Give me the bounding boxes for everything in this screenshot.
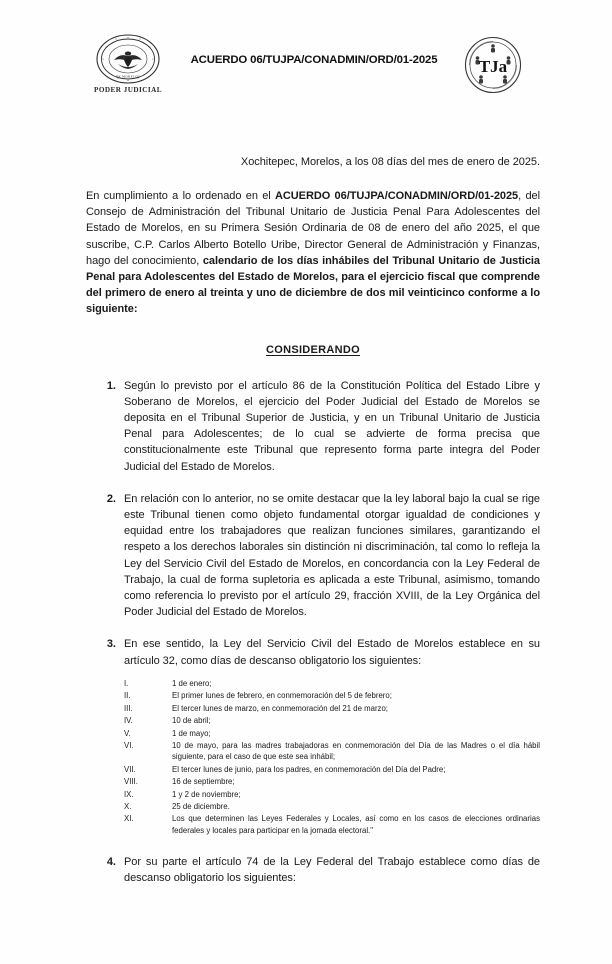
roman-item-text: 16 de septiembre; <box>172 777 235 787</box>
numbered-item-marker: 1. <box>106 379 116 392</box>
considerando-numbered-list <box>86 378 540 887</box>
numbered-item-marker: 2. <box>106 492 116 505</box>
roman-list-item <box>124 813 540 836</box>
svg-text:DE MORELOS: DE MORELOS <box>115 74 141 79</box>
svg-text:TJa: TJa <box>478 57 508 76</box>
numbered-item <box>86 854 540 886</box>
roman-item-text: El primer lunes de febrero, en conmemoración del 5 de febrero; <box>172 691 392 701</box>
roman-item-marker: IV. <box>124 716 133 726</box>
intro-paragraph <box>86 188 540 318</box>
roman-item-text: 1 y 2 de noviembre; <box>172 789 241 799</box>
document-body <box>86 118 540 901</box>
roman-item-marker: III. <box>124 703 133 713</box>
roman-item-marker: I. <box>124 678 129 688</box>
escudo-estado-de-morelos-seal <box>86 34 170 94</box>
roman-item-marker: II. <box>124 691 131 701</box>
numbered-item <box>86 491 540 621</box>
poder-judicial-caption: PODER JUDICIAL <box>94 86 162 94</box>
numbered-item-text: Por su parte el artículo 74 de la Ley Federal del Trabajo establece como días de descanso obligatorio los siguientes: <box>124 856 540 885</box>
roman-item-text: 1 de mayo; <box>172 728 211 738</box>
roman-item-marker: VII. <box>124 764 136 774</box>
roman-list-item <box>124 690 540 701</box>
intro-segment-1: En cumplimiento a lo ordenado en el <box>86 190 275 202</box>
roman-item-text: El tercer lunes de marzo, en conmemoración del 21 de marzo; <box>172 703 388 713</box>
dateline: Xochitepec, Morelos, a los 08 días del mes de enero de 2025. <box>240 156 540 168</box>
roman-item-text: 25 de diciembre. <box>172 801 230 811</box>
roman-list-item <box>124 703 540 714</box>
intro-calendario-bold: calendario de los días inhábiles del Tribunal Unitario de Justicia Penal para Adolescentes del Estado de Morelos, para el ejercicio fiscal que comprende del primero de enero al treinta y uno de diciembre de dos mil veinticinco conforme a lo siguiente: <box>86 254 540 316</box>
roman-item-text: 10 de mayo, para las madres trabajadoras en conmemoración del Día de las Madres o el día hábil siguiente, para el caso de que este sea inhábil; <box>172 740 540 762</box>
roman-item-marker: IX. <box>124 789 134 799</box>
roman-list-item <box>124 715 540 726</box>
roman-list-item <box>124 801 540 812</box>
section-heading-considerando: CONSIDERANDO <box>265 343 361 356</box>
roman-item-marker: VI. <box>124 740 134 750</box>
numbered-item-marker: 3. <box>106 638 116 651</box>
numbered-item-text: Según lo previsto por el artículo 86 de la Constitución Política del Estado Libre y Soberano de Morelos, el ejercicio del Poder Judicial del Estado de Morelos se deposita en el Tribunal Superior de Justicia, y en un Tribunal Unitario de Justicia Penal para Adolescentes; de lo cual se advierte de forma precisa que constitucionalmente este Tribunal que represento forma parte integra del Poder Judicial del Estado de Morelos. <box>124 379 540 473</box>
roman-list-item <box>124 740 540 763</box>
numbered-item-text: En relación con lo anterior, no se omite destacar que la ley laboral bajo la cual se rige este Tribunal tienen como objeto fundamental otorgar igualdad de condiciones y equidad entre los trabajadores que realizan funciones similares, garantizando el respeto a los derechos laborales sin distinción ni discriminación, tal como lo refleja la Ley del Servicio Civil del Estado de Morelos, en concordancia con la Ley Federal de Trabajo, la cual de forma supletoria es aplicada a este Tribunal, asimismo, tomando como referencia lo previsto por el artículo 29, fracción XVIII, de la Ley Orgánica del Poder Judicial del Estado de Morelos. <box>124 492 540 619</box>
numbered-item <box>86 378 540 475</box>
intro-acuerdo-bold: ACUERDO 06/TUJPA/CONADMIN/ORD/01-2025 <box>274 190 519 202</box>
roman-item-marker: VIII. <box>124 777 138 787</box>
intro-segment-2: , del Consejo de Administración del Tribunal Unitario de Justicia Penal Para Adolescentes del Estado de Morelos, en su Primera Sesión Ordinaria de 08 de enero del año 2025, el que suscribe, C.P. Carlos Alberto Botello Uribe, Director General de Administración y Finanzas, hago del conocimiento, <box>86 190 540 267</box>
tujpa-tribunal-seal <box>458 36 528 94</box>
numbered-item-marker: 4. <box>106 856 116 869</box>
roman-list-item <box>124 678 540 689</box>
roman-item-text: 10 de abril; <box>172 716 211 726</box>
roman-item-text: Los que determinen las Leyes Federales y Locales, así como en los casos de elecciones ordinarias federales y locales para participar en la jornada electoral." <box>172 814 540 835</box>
roman-list-item <box>124 764 540 775</box>
roman-item-text: El tercer lunes de junio, para los padres, en conmemoración del Día del Padre; <box>172 764 446 774</box>
numbered-item <box>86 636 540 836</box>
page-bottom-spacer <box>86 887 540 901</box>
roman-item-marker: X. <box>124 801 132 811</box>
roman-item-marker: V. <box>124 728 131 738</box>
roman-item-text: 1 de enero; <box>172 678 212 688</box>
roman-item-marker: XI. <box>124 814 134 824</box>
page-title: ACUERDO 06/TUJPA/CONADMIN/ORD/01-2025 <box>190 54 438 66</box>
document-header <box>0 0 612 118</box>
roman-list-item <box>124 776 540 787</box>
numbered-item-text: En ese sentido, la Ley del Servicio Civil del Estado de Morelos establece en su artículo 32, como días de descanso obligatorio los siguientes: <box>124 638 540 667</box>
dias-descanso-roman-list <box>124 678 540 836</box>
roman-list-item <box>124 789 540 800</box>
roman-list-item <box>124 728 540 739</box>
